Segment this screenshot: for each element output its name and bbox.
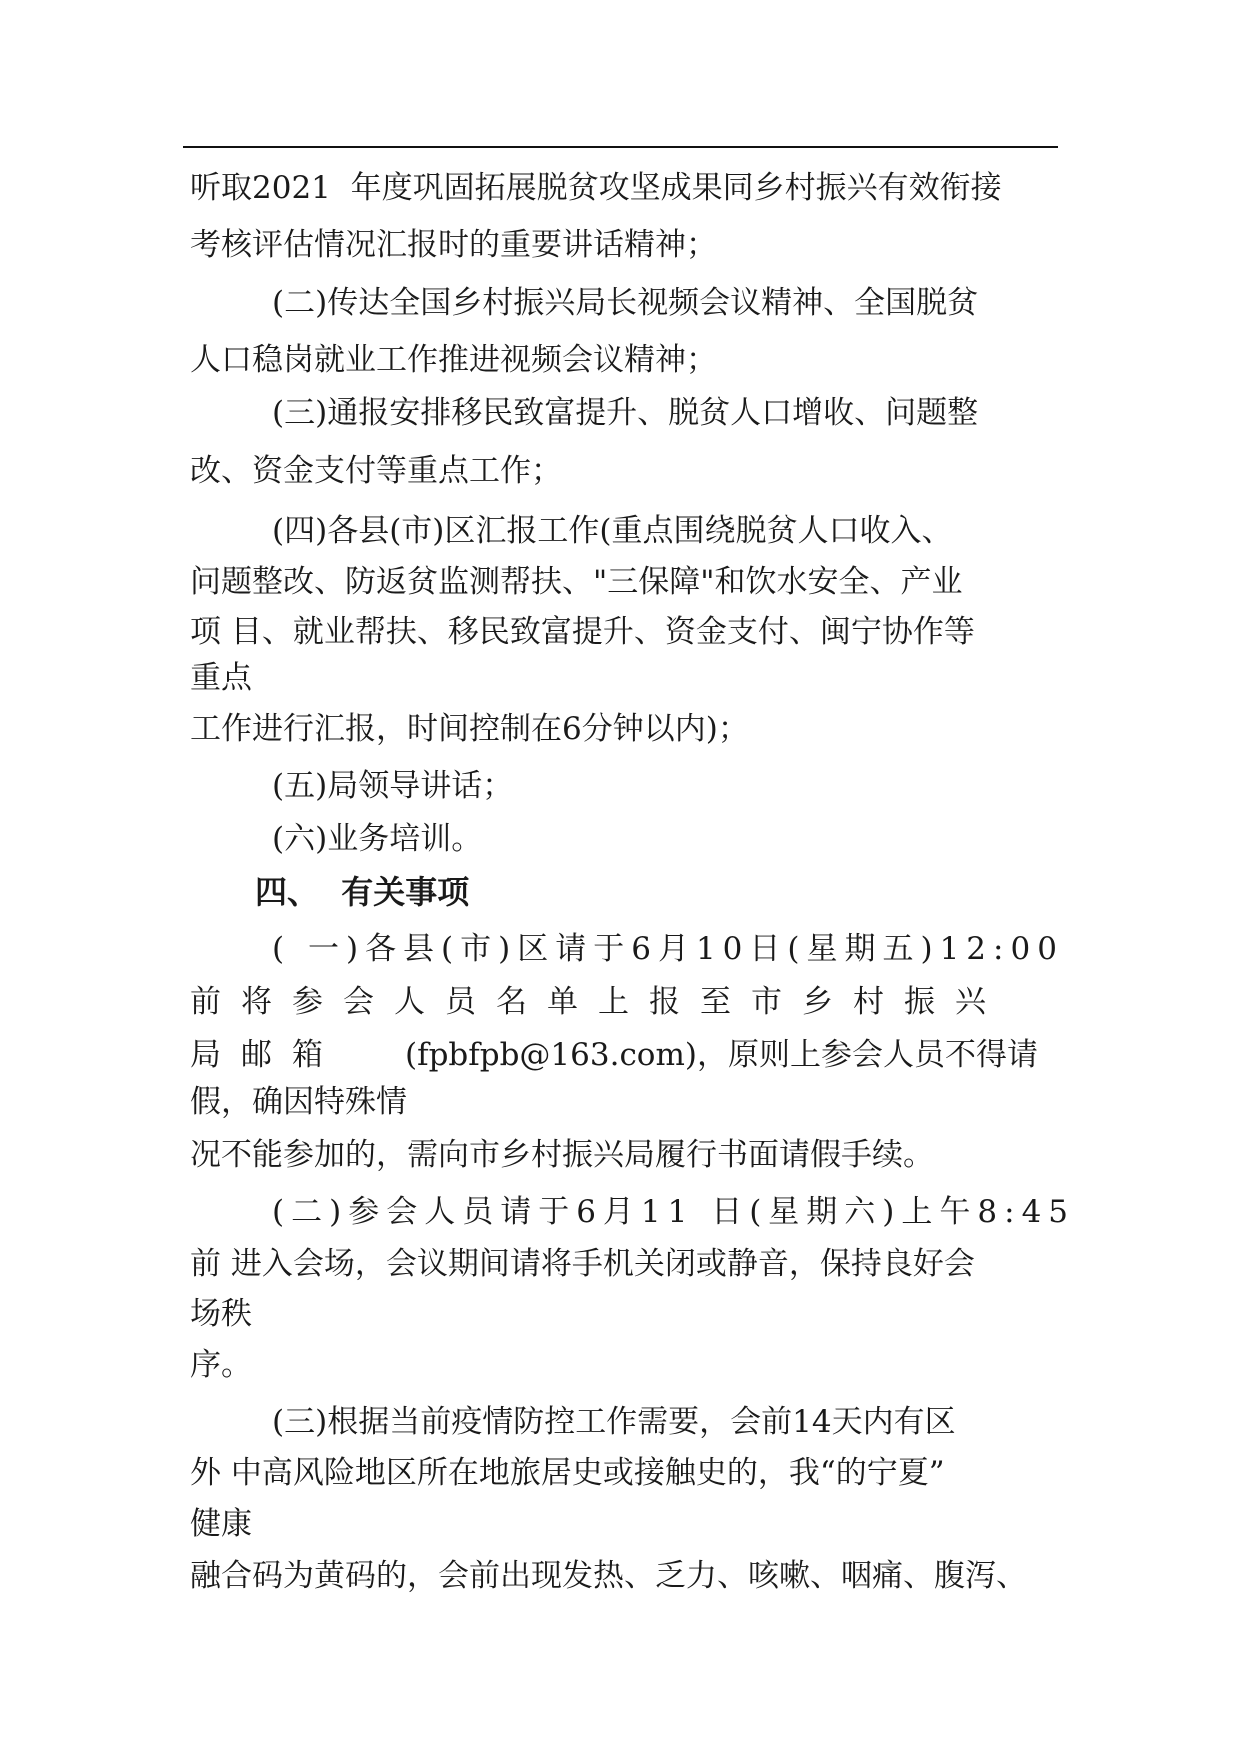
text-line: 前 进入会场，会议期间请将手机关闭或静音，保持良好会	[190, 1246, 975, 1282]
text-line: (三)通报安排移民致富提升、脱贫人口增收、问题整	[272, 395, 979, 431]
text-line: (六)业务培训。	[272, 821, 483, 857]
text-line: 重点	[190, 660, 252, 696]
section-heading: 四、 有关事项	[255, 873, 470, 911]
text-line: 考核评估情况汇报时的重要讲话精神；	[190, 227, 717, 263]
text-line: 改、资金支付等重点工作；	[190, 453, 562, 489]
text-line: 序。	[190, 1347, 252, 1383]
text-line: 健康	[190, 1506, 252, 1542]
text-line: (二)传达全国乡村振兴局长视频会议精神、全国脱贫	[272, 285, 979, 321]
text-line: (三)根据当前疫情防控工作需要，会前14天内有区	[272, 1404, 956, 1440]
text-line: (五)局领导讲话；	[272, 768, 514, 804]
text-line: ( 一)各县(市)区请于6月10日(星期五)12:00	[272, 931, 1064, 967]
text-line: 局邮箱	[190, 1037, 343, 1073]
text-line: 问题整改、防返贫监测帮扶、"三保障"和饮水安全、产业	[190, 564, 963, 600]
text-line: 假，确因特殊情	[190, 1084, 407, 1120]
text-line: 前将参会人员名单上报至市乡村振兴	[190, 984, 1006, 1020]
header-rule	[183, 146, 1058, 148]
text-line: (二)参会人员请于6月11 日(星期六)上午8:45	[272, 1194, 1076, 1230]
text-line: 外 中高风险地区所在地旅居史或接触史的，我“的宁夏”	[190, 1455, 945, 1491]
text-line: 融合码为黄码的，会前出现发热、乏力、咳嗽、咽痛、腹泻、	[190, 1558, 1027, 1594]
text-line-email: (fpbfpb@163.com)，原则上参会人员不得请	[405, 1037, 1038, 1073]
text-line: 听取2021 年度巩固拓展脱贫攻坚成果同乡村振兴有效衔接	[190, 170, 1002, 206]
text-line: 况不能参加的，需向市乡村振兴局履行书面请假手续。	[190, 1137, 934, 1173]
text-line: 人口稳岗就业工作推进视频会议精神；	[190, 342, 717, 378]
text-line: 工作进行汇报，时间控制在6分钟以内)；	[190, 711, 749, 747]
text-line: (四)各县(市)区汇报工作(重点围绕脱贫人口收入、	[272, 513, 953, 549]
text-line: 场秩	[190, 1296, 252, 1332]
text-line: 项 目、就业帮扶、移民致富提升、资金支付、闽宁协作等	[190, 614, 975, 650]
